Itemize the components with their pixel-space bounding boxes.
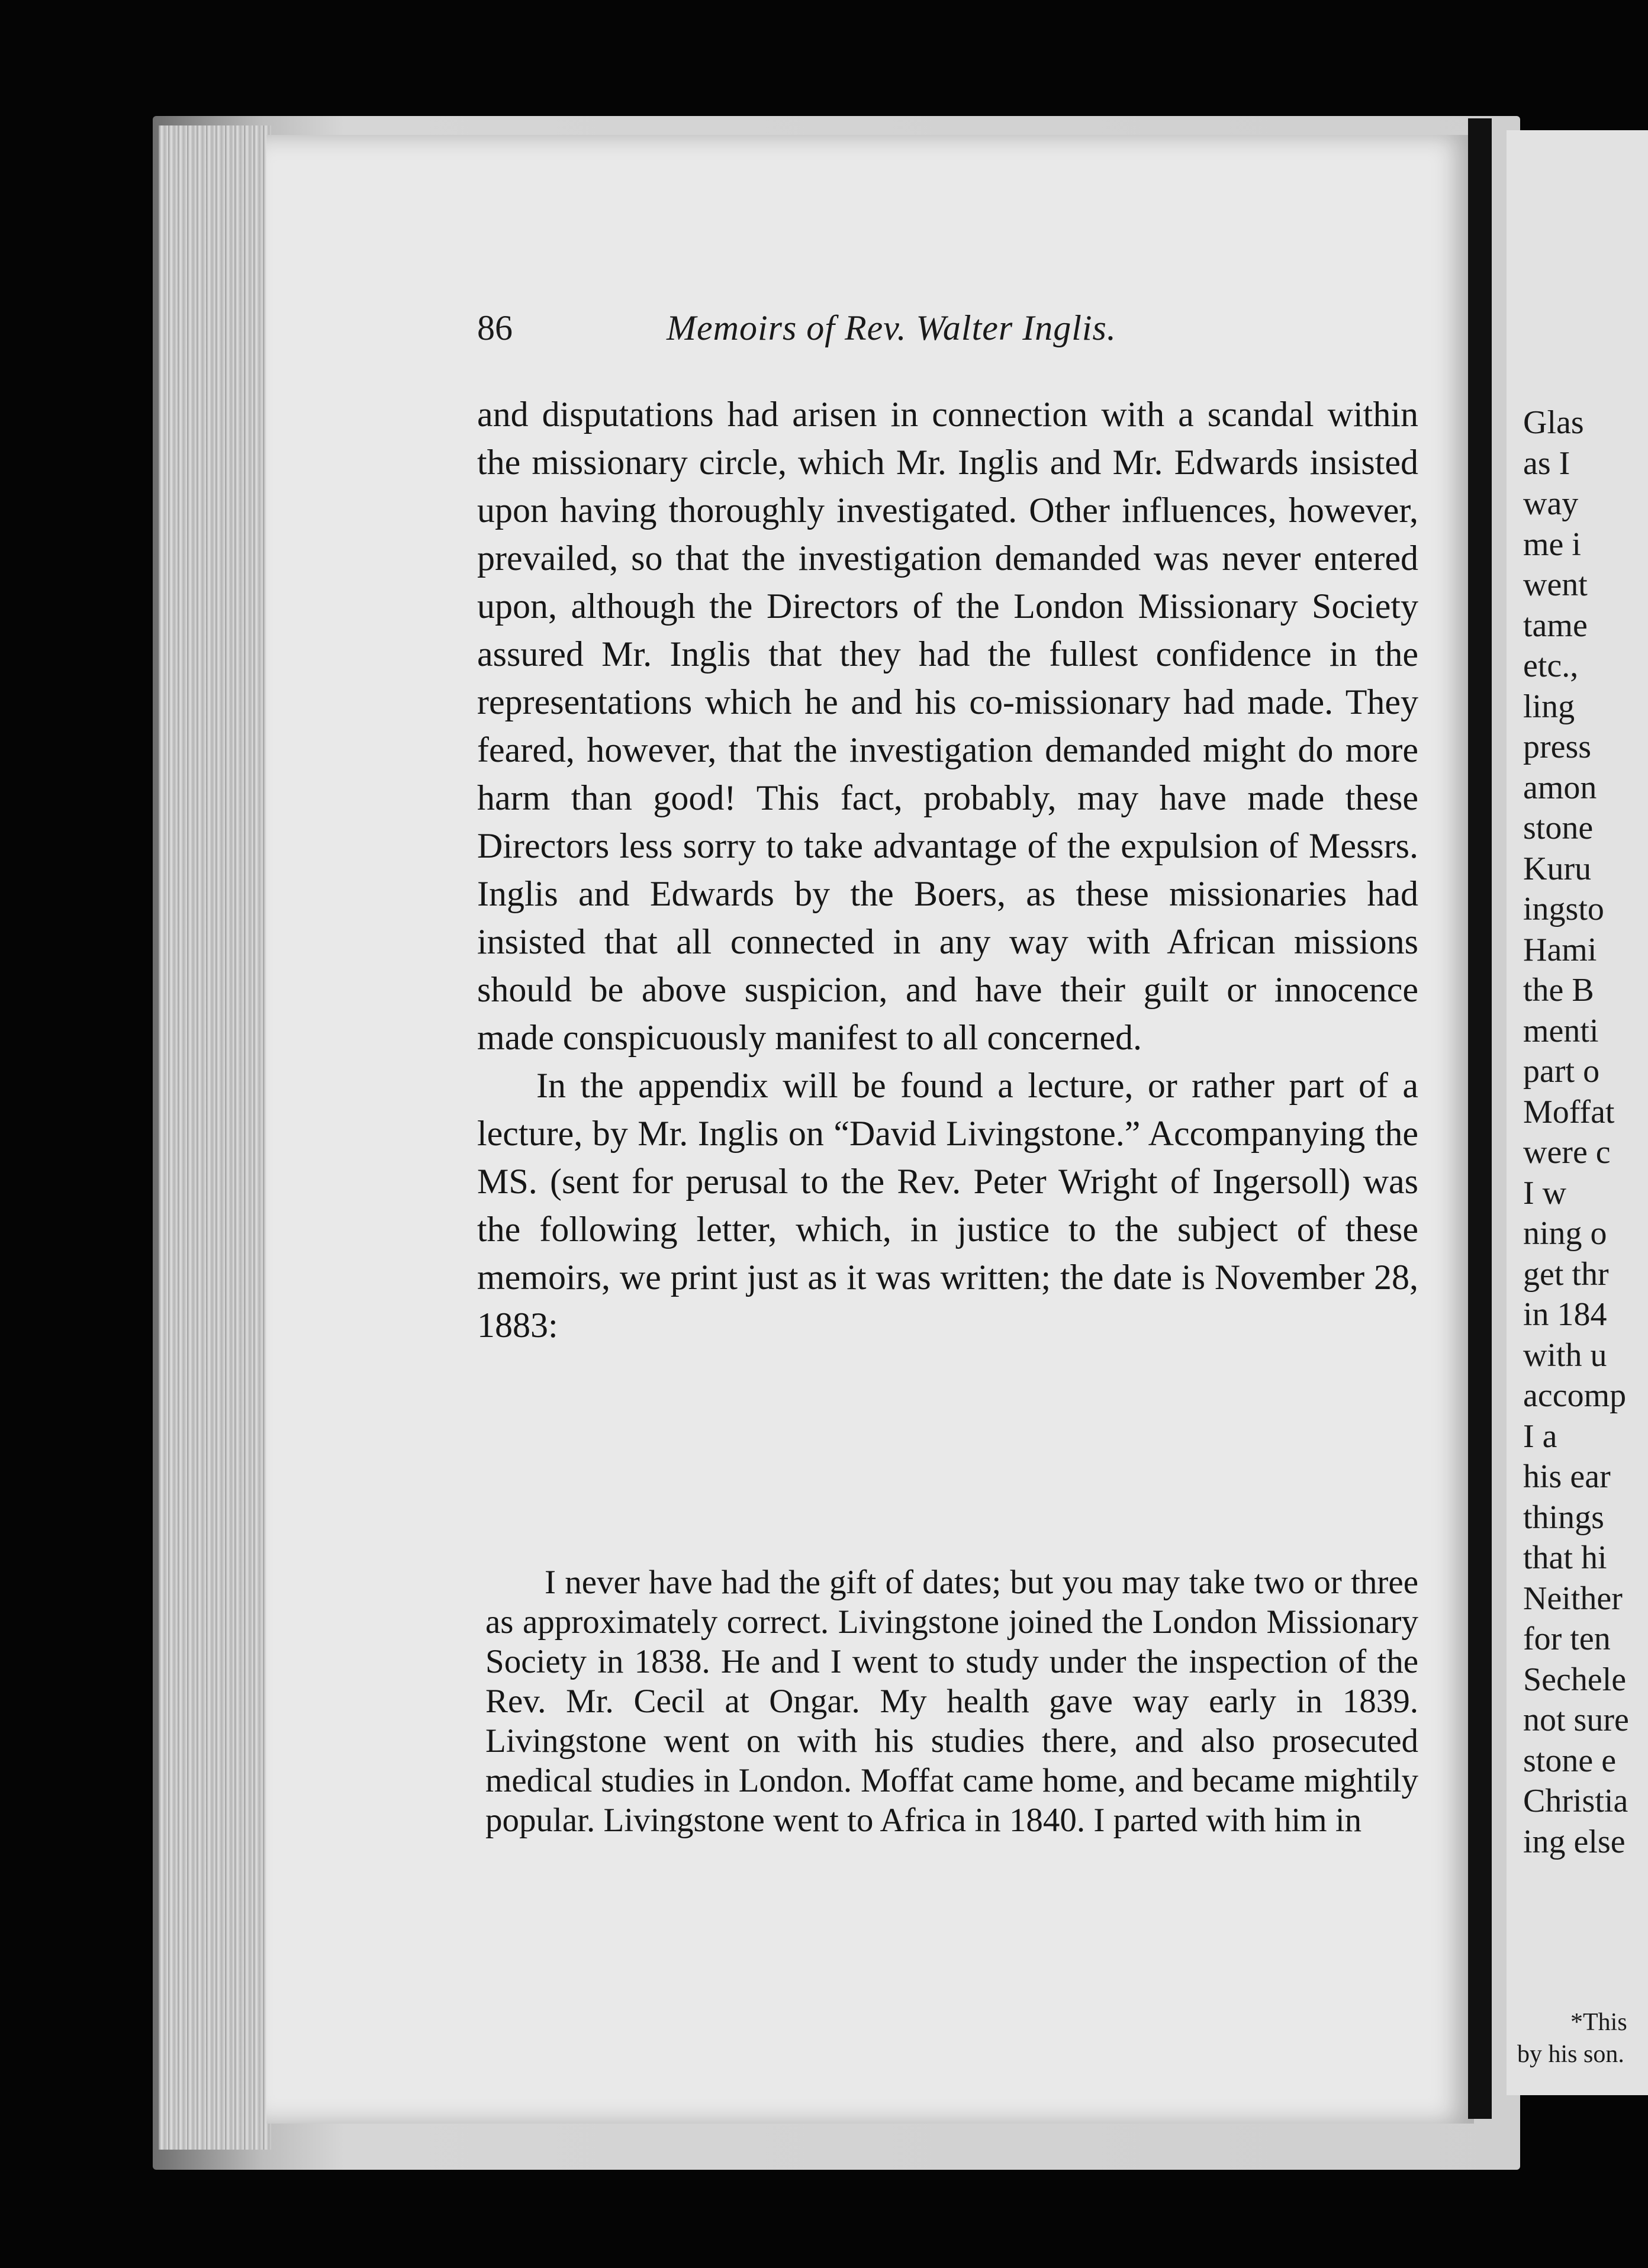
facing-page-line: get thr: [1523, 1255, 1609, 1293]
paragraph: In the appendix will be found a lecture, or rather part of a lecture, by Mr. Inglis on “David Livingstone.” Accompanying the MS. (sent for perusal to the Rev. Peter Wright of Ingersoll) was the following letter, which, in justice to the subject of these memoirs, we print just as it was written; the date is November 28, 1883:: [477, 1066, 1418, 1345]
page-edges: [159, 125, 271, 2150]
facing-page-line: I a: [1523, 1418, 1557, 1455]
facing-page-line: ingsto: [1523, 891, 1604, 927]
book-gutter: [1468, 118, 1492, 2119]
running-head: [477, 308, 1258, 361]
facing-page-line: ling: [1523, 688, 1575, 725]
facing-page-line: went: [1523, 566, 1588, 603]
footnote-line: *This: [1570, 2009, 1627, 2036]
facing-page-line: Hami: [1523, 931, 1597, 968]
facing-page-line: ning o: [1523, 1215, 1607, 1252]
facing-page-line: I w: [1523, 1174, 1567, 1212]
body-text: [477, 391, 1418, 1349]
facing-page-line: things: [1523, 1499, 1604, 1536]
facing-page-line: Christia: [1523, 1783, 1628, 1819]
facing-page-line: with u: [1523, 1336, 1607, 1374]
facing-page-line: Moffat: [1523, 1093, 1615, 1130]
facing-page-line: way: [1523, 485, 1579, 522]
right-page: [1507, 130, 1648, 2095]
facing-page-line: for ten: [1523, 1621, 1611, 1657]
facing-page-line: Kuru: [1523, 850, 1592, 887]
facing-page-line: as I: [1523, 444, 1570, 482]
facing-page-line: tame: [1523, 607, 1588, 644]
page-number: 86: [477, 308, 513, 347]
facing-page-line: stone: [1523, 810, 1594, 846]
facing-page-line: his ear: [1523, 1458, 1611, 1495]
footnote-line: by his son.: [1517, 2041, 1624, 2068]
quoted-letter: I never have had the gift of dates; but you may take two or three as approximately correct. Livingstone joined the London Missionary Society in 1838. He and I went to study under the inspection of the Rev. Mr. Cecil at Ongar. My health gave way early in 1839. Livingstone went on with his studies there, and also prosecuted medical studies in London. Moffat came home, and became mightily popular. Livingstone went to Africa in 1840. I parted with him in: [485, 1564, 1418, 1839]
facing-page-line: Glas: [1523, 404, 1584, 441]
facing-page-line: Sechele: [1523, 1661, 1627, 1698]
facing-page-line: Neither: [1523, 1580, 1623, 1617]
facing-page-footnote: [1517, 2006, 1648, 2070]
facing-page-line: ing else: [1523, 1823, 1626, 1860]
facing-page-line: in 184: [1523, 1296, 1607, 1333]
facing-page-line: etc.,: [1523, 647, 1579, 684]
facing-page-line: me i: [1523, 526, 1581, 563]
facing-page-line: that hi: [1523, 1539, 1607, 1576]
facing-page-line: part o: [1523, 1053, 1600, 1090]
paragraph: and disputations had arisen in connection with a scandal within the missionary circle, which Mr. Inglis and Mr. Edwards insisted upon having thoroughly investigated. Other influences, however, prevailed, so that the investigation demanded was never entered upon, although the Directors of the London Missionary Society assured Mr. Inglis that they had the fullest confidence in the representations which he and his co-missionary had made. They feared, however, that the investigation demanded might do more harm than good! This fact, probably, may have made these Directors less sorry to take advantage of the expulsion of Messrs. Inglis and Edwards by the Boers, as these missionaries had insisted that all connected in any way with African missions should be above suspicion, and have their guilt or innocence made conspicuously manifest to all concerned.: [477, 395, 1418, 1057]
facing-page-line: accomp: [1523, 1377, 1627, 1414]
facing-page-line: press: [1523, 729, 1592, 765]
facing-page-line: the B: [1523, 972, 1594, 1009]
facing-page-line: were c: [1523, 1134, 1611, 1171]
facing-page-line: stone e: [1523, 1742, 1617, 1779]
book-title: Memoirs of Rev. Walter Inglis.: [667, 308, 1116, 347]
facing-page-text: [1523, 402, 1648, 1862]
facing-page-line: amon: [1523, 769, 1597, 806]
facing-page-line: menti: [1523, 1012, 1599, 1049]
facing-page-line: not sure: [1523, 1702, 1629, 1738]
